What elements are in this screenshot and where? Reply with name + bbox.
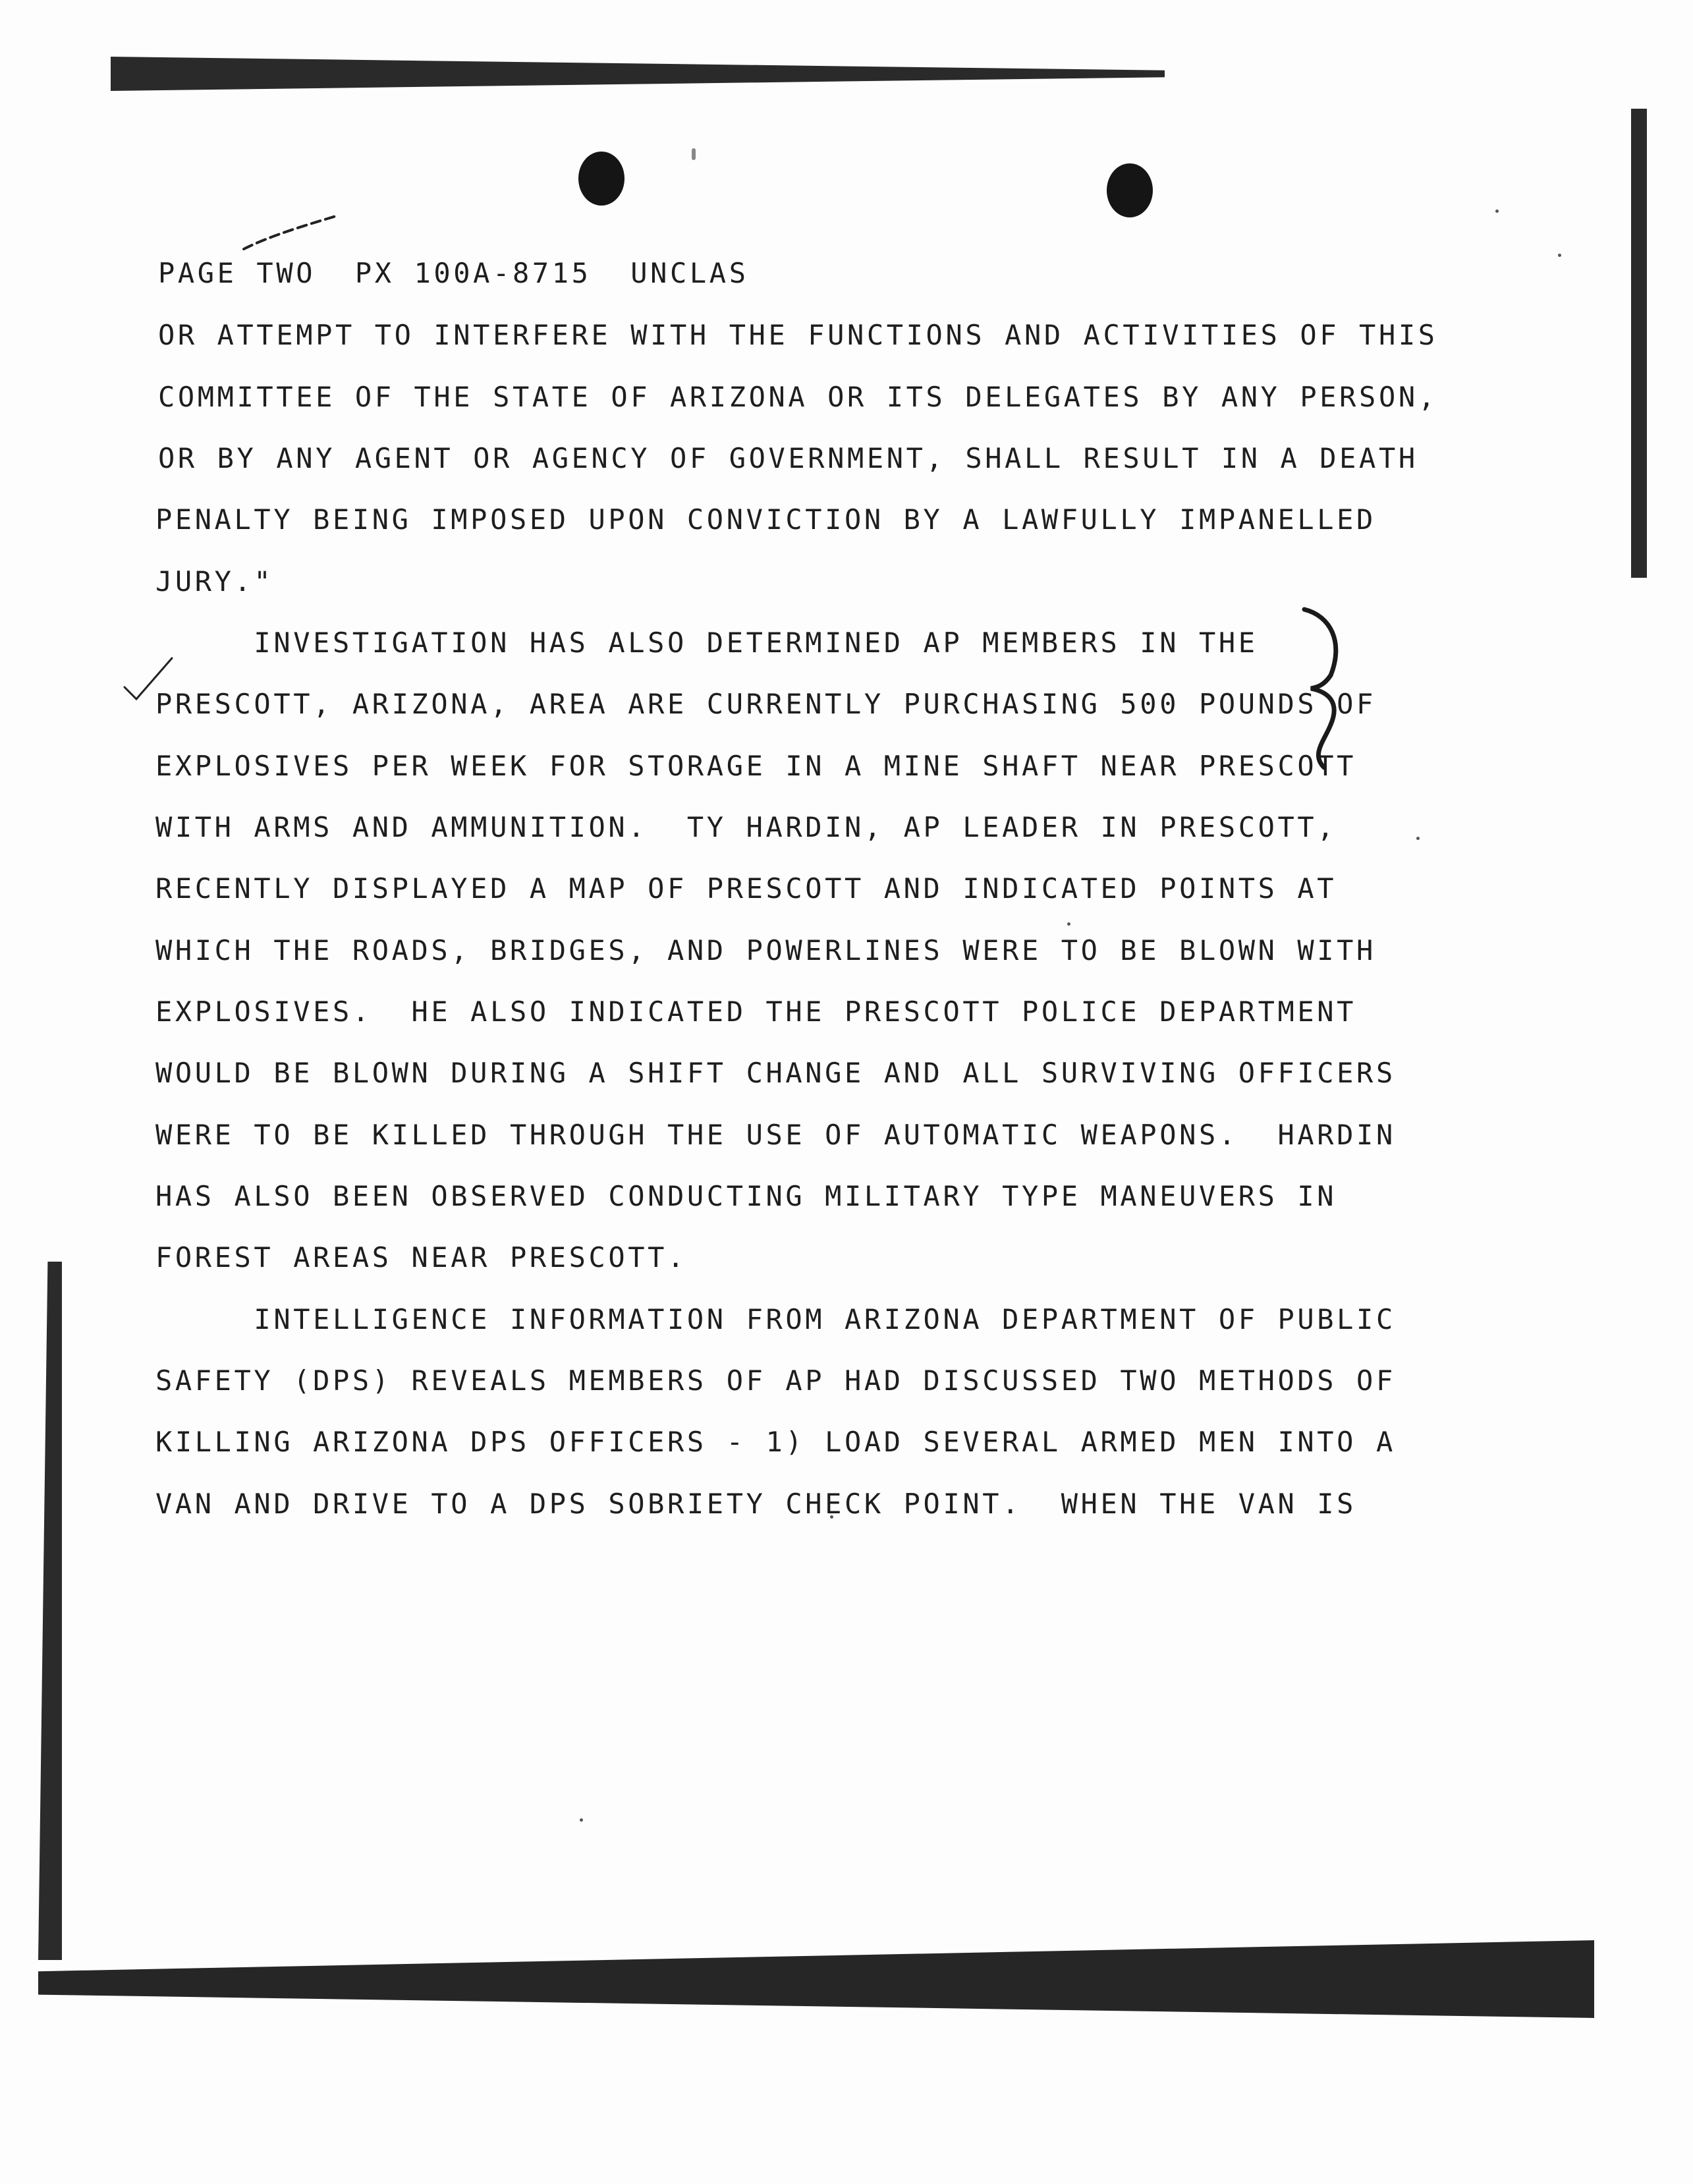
punch-hole-left — [578, 152, 624, 206]
scan-speck — [1416, 837, 1420, 840]
text-line: JURY." — [155, 565, 274, 598]
text-line: SAFETY (DPS) REVEALS MEMBERS OF AP HAD DISCUSSED TWO METHODS OF — [155, 1364, 1396, 1397]
checkmark-icon — [122, 656, 175, 705]
text-line: WERE TO BE KILLED THROUGH THE USE OF AUTOMATIC WEAPONS. HARDIN — [155, 1119, 1396, 1151]
text-line: WOULD BE BLOWN DURING A SHIFT CHANGE AND ALL SURVIVING OFFICERS — [155, 1057, 1396, 1089]
text-line: COMMITTEE OF THE STATE OF ARIZONA OR ITS DELEGATES BY ANY PERSON, — [158, 381, 1438, 413]
scan-border-left — [38, 1262, 62, 1960]
text-line: INTELLIGENCE INFORMATION FROM ARIZONA DEPARTMENT OF PUBLIC — [155, 1303, 1396, 1335]
scan-speck — [580, 1818, 583, 1822]
pen-stroke-icon — [237, 210, 343, 256]
scan-border-bottom — [38, 1940, 1594, 2018]
scan-border-top — [111, 57, 1165, 91]
text-line: EXPLOSIVES. HE ALSO INDICATED THE PRESCOTT POLICE DEPARTMENT — [155, 995, 1357, 1028]
scan-speck — [692, 148, 696, 160]
text-line: VAN AND DRIVE TO A DPS SOBRIETY CHECK POINT. WHEN THE VAN IS — [155, 1488, 1357, 1520]
text-line: INVESTIGATION HAS ALSO DETERMINED AP MEMBERS IN THE — [155, 627, 1258, 659]
document-header: PAGE TWO PX 100A-8715 UNCLAS — [158, 257, 749, 289]
text-line: FOREST AREAS NEAR PRESCOTT. — [155, 1241, 687, 1274]
scan-speck — [1558, 254, 1561, 257]
scan-speck — [1067, 922, 1070, 926]
text-line: WITH ARMS AND AMMUNITION. TY HARDIN, AP LEADER IN PRESCOTT, — [155, 811, 1337, 843]
text-line: WHICH THE ROADS, BRIDGES, AND POWERLINES WERE TO BE BLOWN WITH — [155, 934, 1376, 966]
text-line: PRESCOTT, ARIZONA, AREA ARE CURRENTLY PURCHASING 500 POUNDS OF — [155, 688, 1376, 720]
handwritten-brace-icon — [1291, 603, 1364, 774]
text-line: EXPLOSIVES PER WEEK FOR STORAGE IN A MINE SHAFT NEAR PRESCOTT — [155, 750, 1357, 782]
scan-speck — [1495, 210, 1499, 213]
text-line: OR ATTEMPT TO INTERFERE WITH THE FUNCTIONS AND ACTIVITIES OF THIS — [158, 319, 1438, 351]
text-line: RECENTLY DISPLAYED A MAP OF PRESCOTT AND INDICATED POINTS AT — [155, 872, 1337, 905]
punch-hole-right — [1107, 163, 1153, 217]
text-line: KILLING ARIZONA DPS OFFICERS - 1) LOAD SEVERAL ARMED MEN INTO A — [155, 1426, 1396, 1458]
text-line: OR BY ANY AGENT OR AGENCY OF GOVERNMENT, SHALL RESULT IN A DEATH — [158, 442, 1418, 474]
scan-border-right — [1631, 109, 1647, 578]
text-line: PENALTY BEING IMPOSED UPON CONVICTION BY A LAWFULLY IMPANELLED — [155, 503, 1376, 536]
text-line: HAS ALSO BEEN OBSERVED CONDUCTING MILITARY TYPE MANEUVERS IN — [155, 1180, 1337, 1212]
